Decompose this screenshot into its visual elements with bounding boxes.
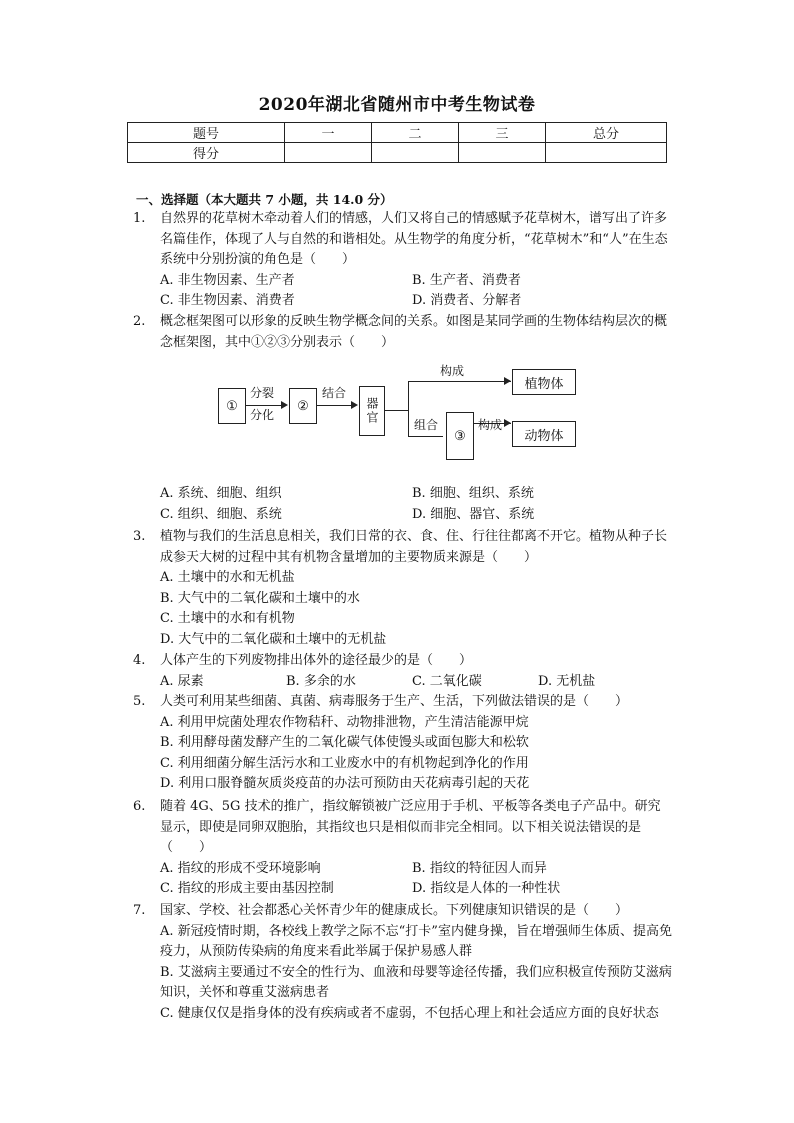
option-b[interactable]: B. 利用酵母菌发酵产生的二氧化碳气体使馒头或面包膨大和松软 xyxy=(160,735,529,750)
option-d[interactable]: D. 指纹是人体的一种性状 xyxy=(412,881,561,896)
option-a[interactable]: A. 尿素 xyxy=(160,673,204,689)
question-number: 4. xyxy=(133,653,146,668)
diagram-line xyxy=(245,405,281,406)
diagram-box-1: ① xyxy=(218,388,246,424)
score-cell[interactable] xyxy=(285,143,372,163)
score-table-header-row xyxy=(128,123,667,143)
score-row-label: 得分 xyxy=(128,143,285,163)
question-stem: 自然界的花草树木牵动着人们的情感，人们又将自己的情感赋予花草树木，谱写出了许多名篇佳作，体现了人与自然的和谐相处。从生物学的角度分析，“花草树木”和“人”在生态系统中分别扮演的角色是（ ） xyxy=(160,211,668,267)
option-c[interactable]: C. 组织、细胞、系统 xyxy=(160,506,282,522)
score-table xyxy=(127,122,667,163)
diagram-label-combine-2: 组合 xyxy=(414,418,439,432)
question-number: 1. xyxy=(133,211,146,226)
question-stem: 国家、学校、社会都悉心关怀青少年的健康成长。下列健康知识错误的是（ ） xyxy=(160,903,629,918)
option-c[interactable]: C. 二氧化碳 xyxy=(412,673,482,689)
question-stem: 植物与我们的生活息息相关，我们日常的衣、食、住、行往往都离不开它。植物从种子长成参天大树的过程中其有机物含量增加的主要物质来源是（ ） xyxy=(160,529,668,565)
diagram-line xyxy=(408,381,409,437)
option-a[interactable]: A. 土壤中的水和无机盐 xyxy=(160,570,295,585)
diagram-box-plant: 植物体 xyxy=(512,369,576,395)
question-4 xyxy=(133,651,673,692)
option-b[interactable]: B. 细胞、组织、系统 xyxy=(412,486,534,501)
question-5 xyxy=(133,692,673,795)
option-d[interactable]: D. 大气中的二氧化碳和土壤中的无机盐 xyxy=(160,631,387,647)
option-c[interactable]: C. 利用细菌分解生活污水和工业废水中的有机物起到净化的作用 xyxy=(160,755,529,771)
question-2-options xyxy=(133,484,673,525)
question-6 xyxy=(133,797,673,900)
question-2 xyxy=(133,312,673,353)
diagram-label-differentiate: 分化 xyxy=(250,408,275,422)
diagram-line xyxy=(384,410,408,411)
diagram-label-constitute-2: 构成 xyxy=(478,418,503,432)
diagram-organ-label: 器官 xyxy=(365,397,379,425)
question-7 xyxy=(133,901,673,1024)
option-a[interactable]: A. 非生物因素、生产者 xyxy=(160,272,295,288)
diagram-arrow xyxy=(281,401,288,409)
option-c[interactable]: C. 健康仅仅是指身体的没有疾病或者不虚弱，不包括心理上和社会适应方面的良好状态 xyxy=(160,1005,659,1021)
score-header-cell: 总分 xyxy=(546,123,667,143)
score-cell[interactable] xyxy=(459,143,546,163)
diagram-arrow xyxy=(504,419,511,427)
option-b[interactable]: B. 大气中的二氧化碳和土壤中的水 xyxy=(160,590,360,606)
score-cell[interactable] xyxy=(546,143,667,163)
question-number: 2. xyxy=(133,314,146,329)
question-stem: 人体产生的下列废物排出体外的途径最少的是（ ） xyxy=(160,653,473,668)
option-c[interactable]: C. 非生物因素、消费者 xyxy=(160,293,295,308)
question-number: 3. xyxy=(133,529,146,544)
option-a[interactable]: A. 系统、细胞、组织 xyxy=(160,486,282,501)
diagram-label-combine-1: 结合 xyxy=(322,386,347,400)
option-a[interactable]: A. 新冠疫情时期，各校线上教学之际不忘“打卡”室内健身操，旨在增强师生体质、提高免疫力，从预防传染病的角度来看此举属于保护易感人群 xyxy=(160,923,672,959)
diagram-box-3: ③ xyxy=(446,412,474,460)
diagram-label-divide: 分裂 xyxy=(250,386,275,400)
diagram-box-organ xyxy=(359,386,385,436)
option-a[interactable]: A. 指纹的形成不受环境影响 xyxy=(160,860,321,876)
question-number: 6. xyxy=(133,799,146,814)
option-a[interactable]: A. 利用甲烷菌处理农作物秸秆、动物排泄物，产生清洁能源甲烷 xyxy=(160,714,529,730)
score-header-cell: 二 xyxy=(372,123,459,143)
diagram-box-2: ② xyxy=(289,388,317,424)
option-c[interactable]: C. 指纹的形成主要由基因控制 xyxy=(160,881,334,896)
score-cell[interactable] xyxy=(372,143,459,163)
option-d[interactable]: D. 无机盐 xyxy=(538,673,596,689)
option-b[interactable]: B. 生产者、消费者 xyxy=(412,272,521,288)
question-number: 5. xyxy=(133,694,146,709)
score-header-cell: 一 xyxy=(285,123,372,143)
option-d[interactable]: D. 细胞、器官、系统 xyxy=(412,506,535,522)
option-b[interactable]: B. 指纹的特征因人而异 xyxy=(412,860,547,876)
diagram-box-animal: 动物体 xyxy=(512,421,576,447)
question-1 xyxy=(133,209,673,312)
option-d[interactable]: D. 利用口服脊髓灰质炎疫苗的办法可预防由天花病毒引起的天花 xyxy=(160,776,530,791)
diagram-label-constitute-1: 构成 xyxy=(440,364,465,378)
diagram-arrow xyxy=(351,401,358,409)
question-stem: 人类可利用某些细菌、真菌、病毒服务于生产、生活，下列做法错误的是（ ） xyxy=(160,694,629,709)
score-header-cell: 题号 xyxy=(128,123,285,143)
question-number: 7. xyxy=(133,903,146,918)
score-table-score-row xyxy=(128,143,667,163)
score-header-cell: 三 xyxy=(459,123,546,143)
option-b[interactable]: B. 多余的水 xyxy=(286,673,356,689)
section-heading: 一、选择题（本大题共 7 小题，共 14.0 分） xyxy=(136,192,393,207)
option-c[interactable]: C. 土壤中的水和有机物 xyxy=(160,611,295,626)
option-b[interactable]: B. 艾滋病主要通过不安全的性行为、血液和母婴等途径传播，我们应积极宣传预防艾滋病知识，关怀和尊重艾滋病患者 xyxy=(160,964,672,1000)
diagram-arrow xyxy=(504,377,511,385)
diagram-line xyxy=(408,436,443,437)
question-3 xyxy=(133,527,673,650)
structure-concept-diagram xyxy=(218,364,588,468)
question-stem: 随着 4G、5G 技术的推广，指纹解锁被广泛应用于手机、平板等各类电子产品中。研究显示，即使是同卵双胞胎，其指纹也只是相似而非完全相同。以下相关说法错误的是（ ） xyxy=(160,799,661,855)
diagram-line xyxy=(316,405,351,406)
diagram-line xyxy=(408,381,511,382)
option-d[interactable]: D. 消费者、分解者 xyxy=(412,293,522,308)
question-stem: 概念框架图可以形象的反映生物学概念间的关系。如图是某同学画的生物体结构层次的概念框架图，其中①②③分别表示（ ） xyxy=(160,314,668,350)
page-title: 2020年湖北省随州市中考生物试卷 xyxy=(258,95,536,115)
